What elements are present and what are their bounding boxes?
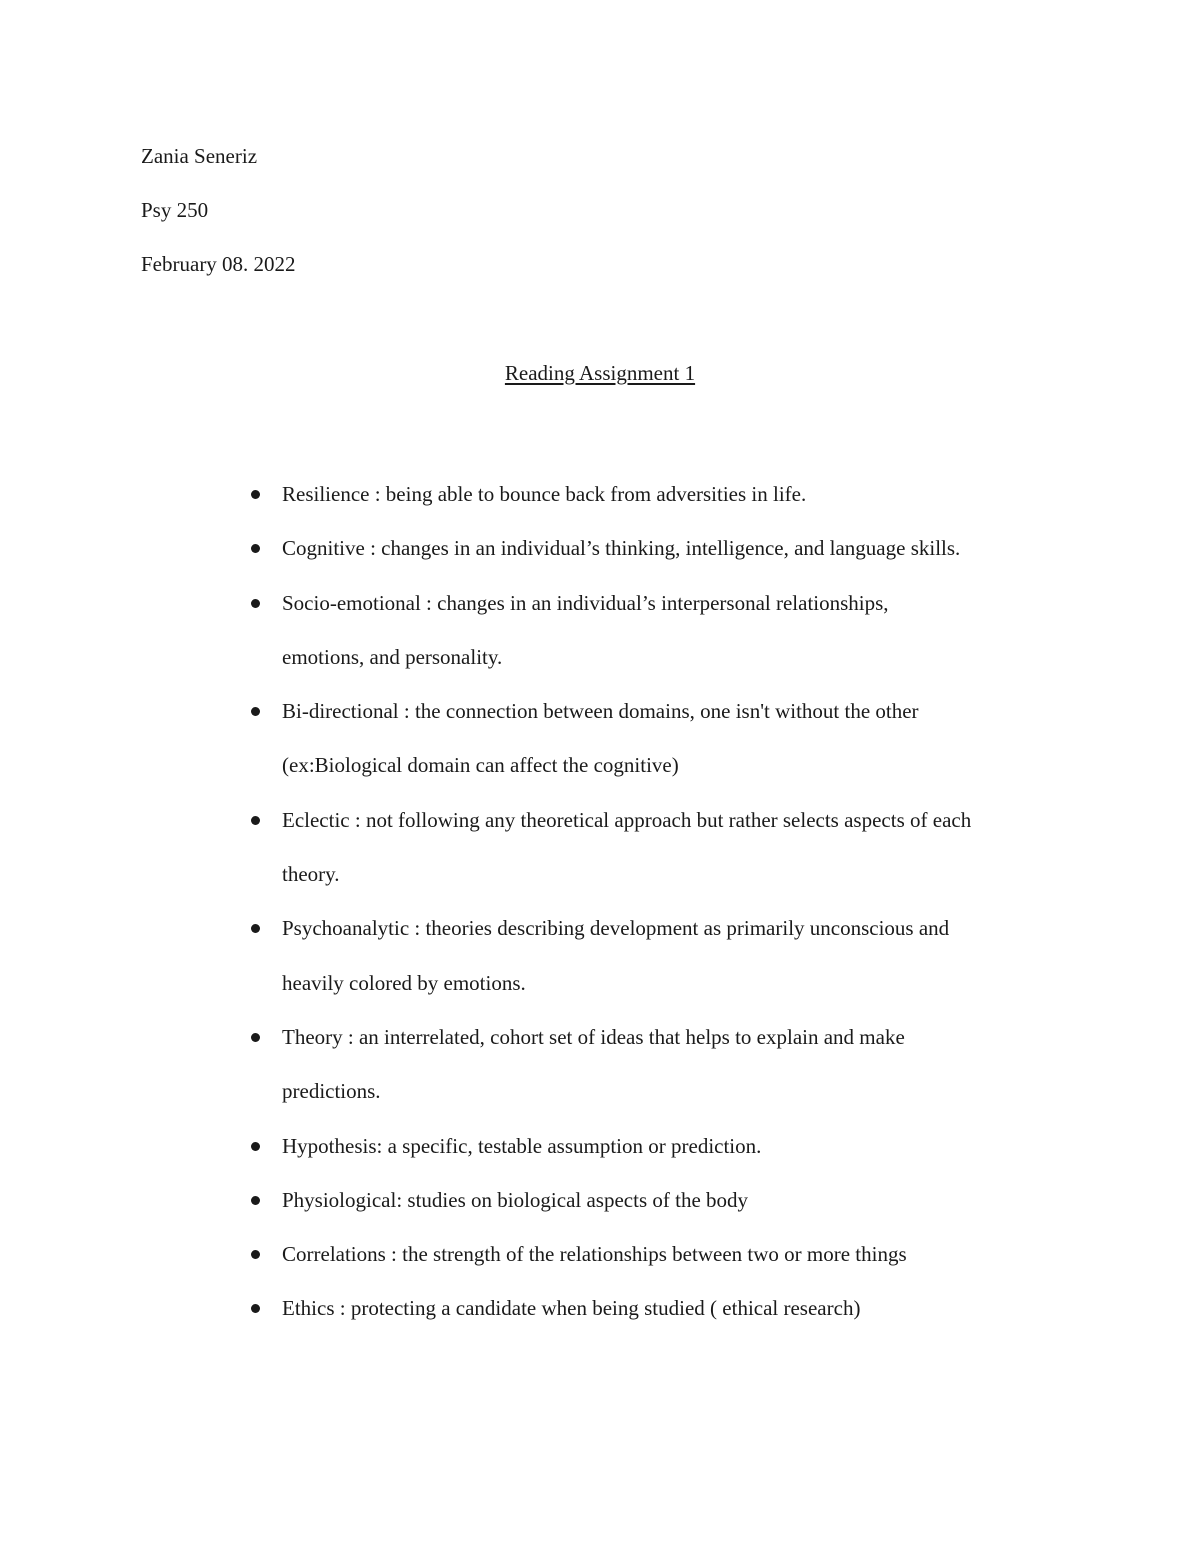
term-item [282, 1227, 1082, 1281]
term-item [282, 521, 1082, 575]
term-item [282, 1119, 1082, 1173]
term-item [282, 467, 1082, 521]
bullet-icon [251, 1142, 260, 1151]
term-definition-continuation: theory. [282, 862, 340, 887]
document-title [0, 359, 1200, 387]
term-item [282, 1173, 1082, 1227]
term-definition: Socio-emotional : changes in an individual’s interpersonal relationships, [282, 590, 889, 615]
document-title-text: Reading Assignment 1 [504, 361, 696, 385]
term-definition: Correlations : the strength of the relationships between two or more things [282, 1242, 907, 1267]
bullet-icon [251, 924, 260, 933]
term-definition-continuation: (ex:Biological domain can affect the cognitive) [282, 753, 679, 778]
author-name: Zania Seneriz [141, 144, 258, 168]
term-item [282, 901, 1082, 1010]
term-item [282, 684, 1082, 793]
bullet-icon [251, 1250, 260, 1259]
term-definition: Physiological: studies on biological aspects of the body [282, 1187, 749, 1212]
term-definition: Resilience : being able to bounce back from adversities in life. [282, 482, 807, 506]
term-definition: Eclectic : not following any theoretical approach but rather selects aspects of each [282, 807, 972, 832]
bullet-icon [251, 707, 260, 716]
term-item [282, 576, 1082, 685]
terms-list [282, 467, 1082, 1336]
bullet-icon [251, 816, 260, 825]
term-item [282, 793, 1082, 902]
term-definition: Hypothesis: a specific, testable assumption or prediction. [282, 1133, 762, 1158]
term-item [282, 1010, 1082, 1119]
term-definition: Ethics : protecting a candidate when being studied ( ethical research) [282, 1296, 861, 1321]
term-definition: Cognitive : changes in an individual’s thinking, intelligence, and language skills. [282, 536, 961, 561]
bullet-icon [251, 544, 260, 553]
term-definition-continuation: heavily colored by emotions. [282, 970, 526, 995]
term-definition: Psychoanalytic : theories describing development as primarily unconscious and [282, 916, 950, 941]
course-name: Psy 250 [141, 198, 209, 222]
term-definition: Theory : an interrelated, cohort set of ideas that helps to explain and make [282, 1024, 905, 1049]
bullet-icon [251, 1304, 260, 1313]
bullet-icon [251, 490, 260, 499]
term-definition: Bi-directional : the connection between domains, one isn't without the other [282, 699, 919, 724]
term-definition-continuation: predictions. [282, 1079, 381, 1104]
term-definition-continuation: emotions, and personality. [282, 644, 503, 669]
term-item [282, 1281, 1082, 1335]
assignment-date: February 08. 2022 [141, 252, 296, 276]
bullet-icon [251, 599, 260, 608]
bullet-icon [251, 1196, 260, 1205]
bullet-icon [251, 1033, 260, 1042]
